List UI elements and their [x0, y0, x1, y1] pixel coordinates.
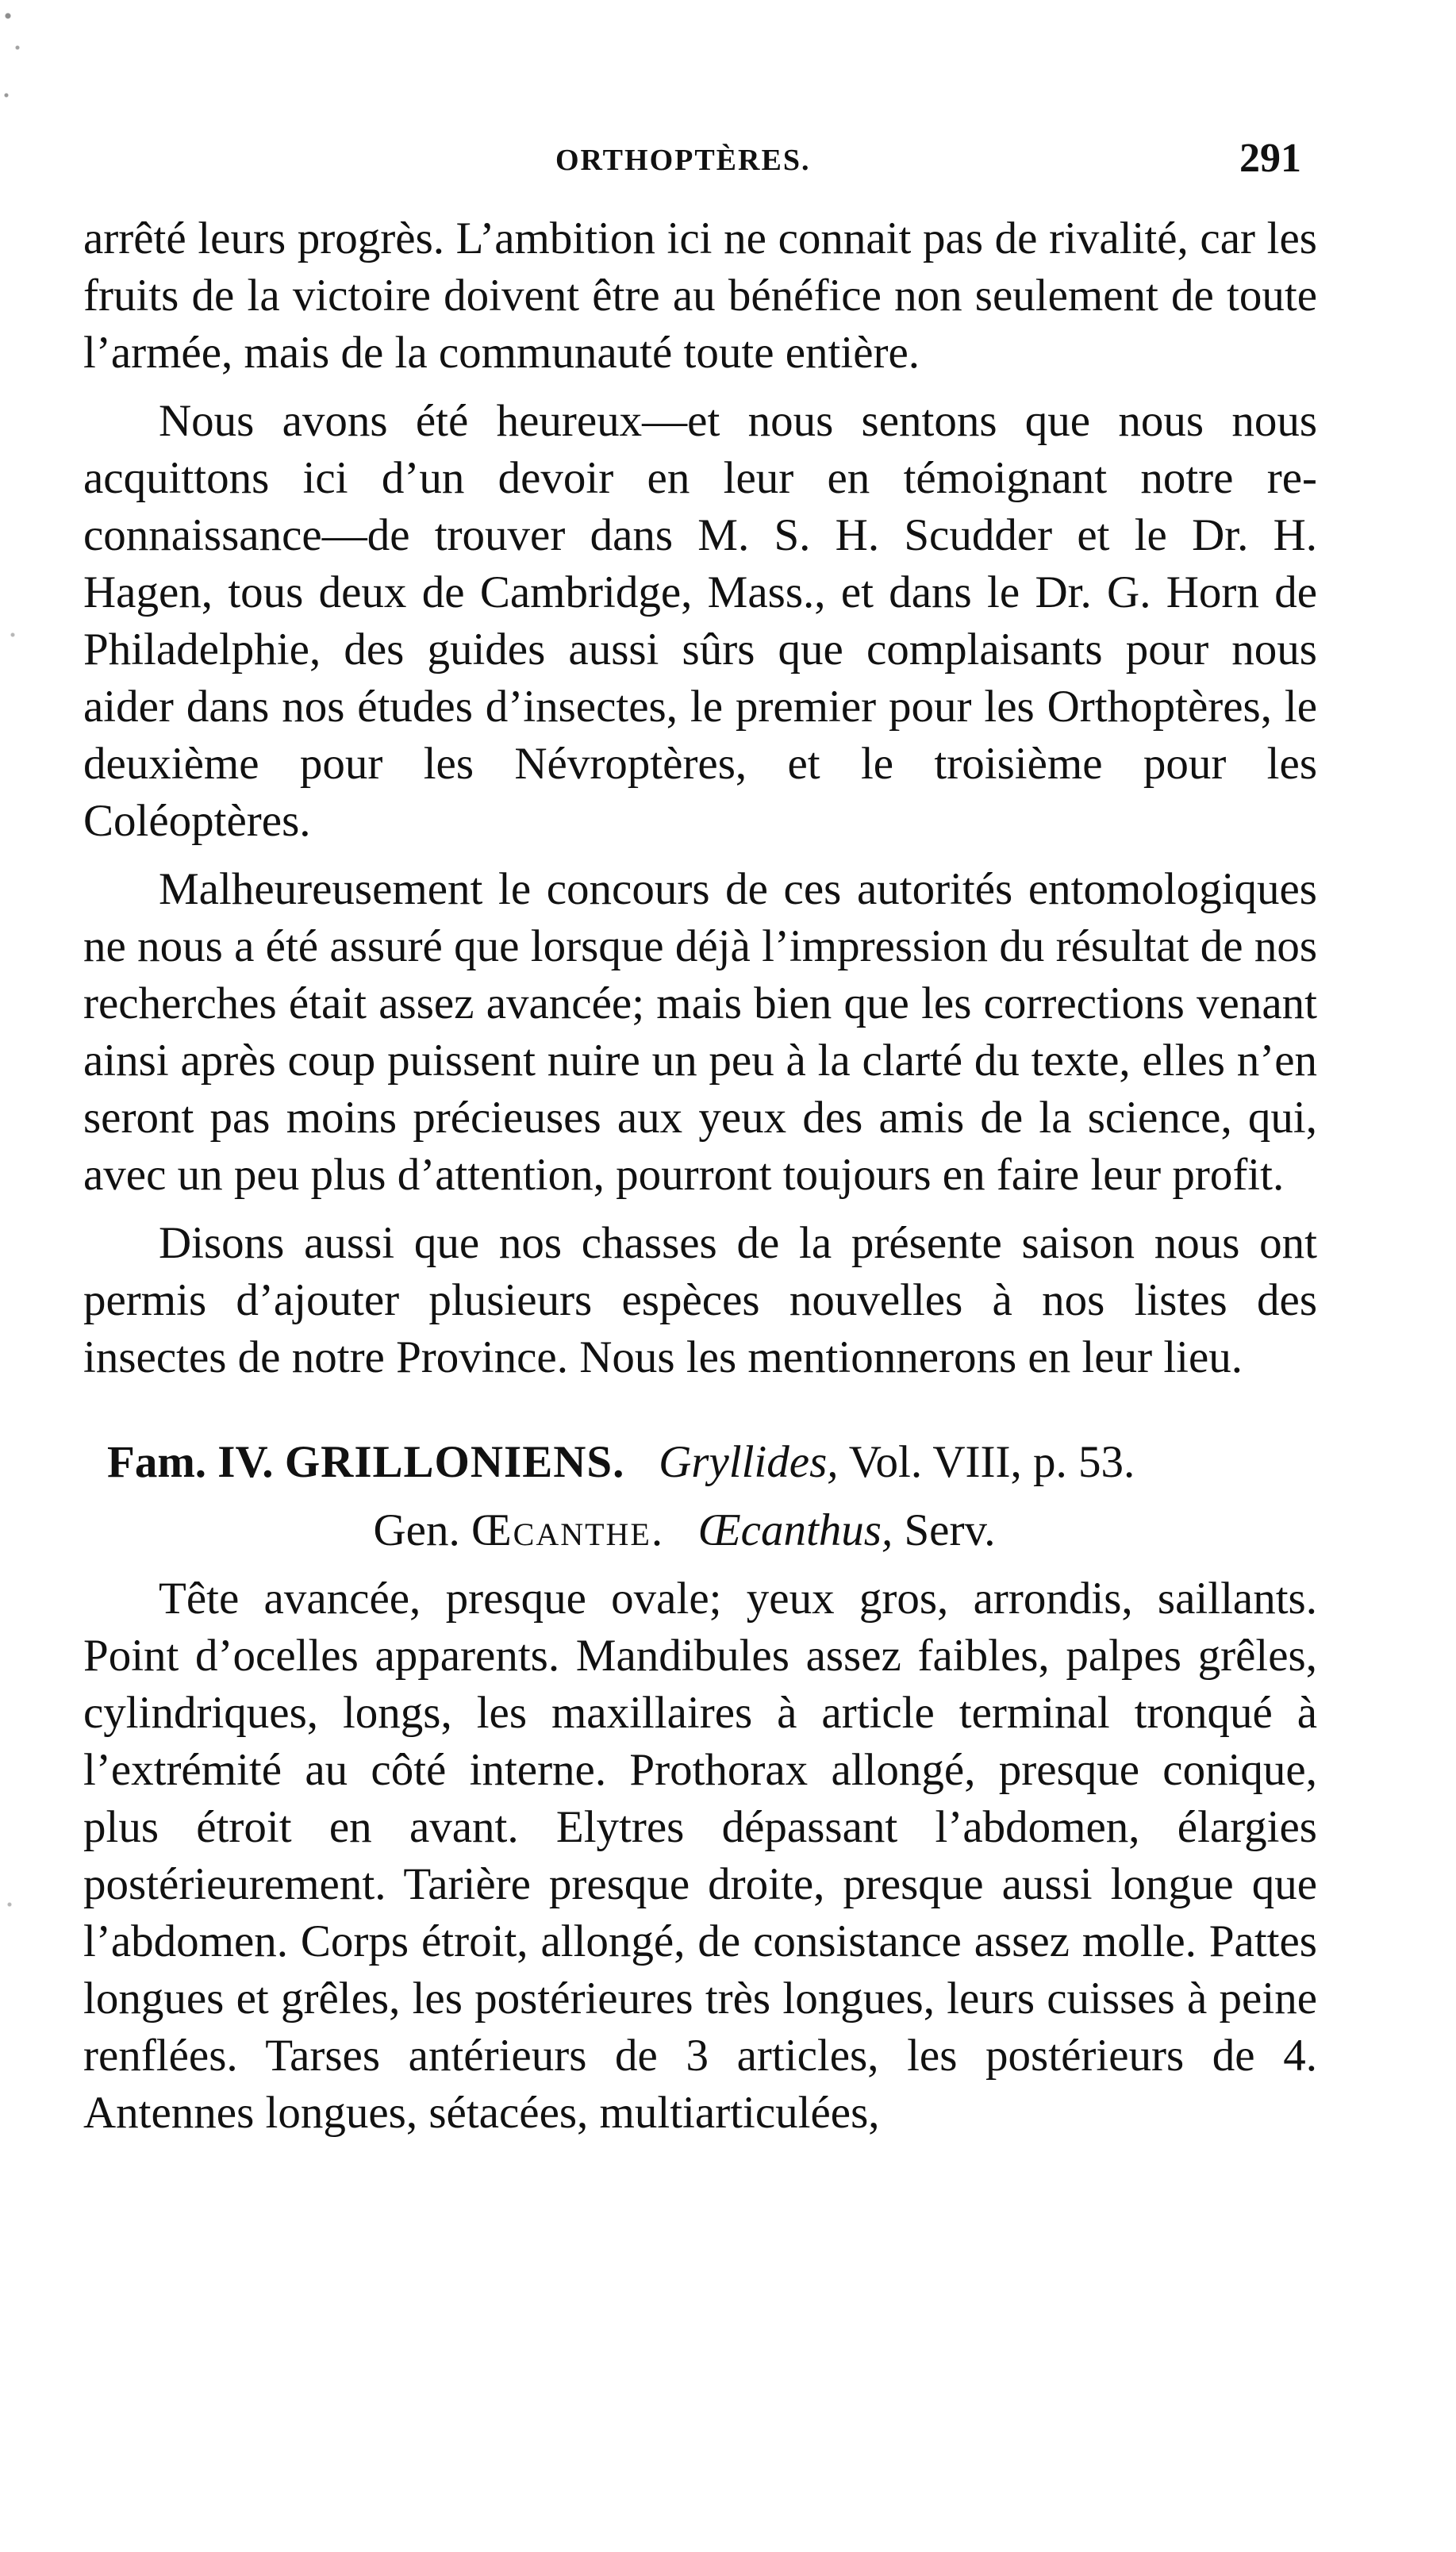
paragraph-gap: [83, 1204, 1317, 1215]
paragraph-gap: [83, 850, 1317, 861]
family-heading: [83, 1434, 1317, 1491]
genus-author: Serv.: [904, 1505, 996, 1555]
paragraph-continuation: arrêté leurs progrès. L’ambition ici ne connait pas de rivalité, car les fruits de la victoire doivent être au bénéfice non seulement de toute l’armée, mais de la communauté toute entière.: [83, 213, 1317, 378]
page-header: [555, 135, 1301, 183]
heading-gap: [83, 1559, 1317, 1570]
heading-gap: [83, 1491, 1317, 1502]
paragraph-corrections: Malheureusement le concours de ces autorités entomologiques ne nous a été assuré que lorsque déjà l’impression du résultat de nos recherches était assez avancée; mais bien que les corrections venant ainsi après coup puissent nuire un peu à la clarté du texte, elles n’en seront pas moins précieuses aux yeux des amis de la science, qui, avec un peu plus d’attention, pourront toujours en faire leur profit.: [83, 864, 1317, 1200]
family-reference: Vol. VIII, p. 53.: [848, 1437, 1135, 1487]
genus-name: Œcanthe.: [471, 1505, 665, 1555]
family-latin-name: Gryllides,: [659, 1437, 839, 1487]
genus-description: Tête avancée, presque ovale; yeux gros, arrondis, saillants. Point d’ocelles apparents. Mandibules assez faibles, palpes grêles, cylindriques, longs, les maxillaires à article terminal tronqué à l’extrémité au côté interne. Prothorax allongé, presque conique, plus étroit en avant. Elytres dépassant l’abdomen, élargies postérieurement. Tarière presque droite, presque aussi longue que l’abdomen. Corps étroit, allongé, de consistance assez molle. Pattes longues et grêles, les postérieures très longues, leurs cuisses à peine renflées. Tarses antérieurs de 3 articles, les postérieurs de 4. Antennes longues, sétacées, multiarticulées,: [83, 1574, 1317, 2138]
genus-label: Gen.: [373, 1505, 460, 1555]
paragraph-acknowledgement: Nous avons été heureux—et nous sentons que nous nous acquittons ici d’un devoir en leur en témoignant notre reconnaissance—de trouver dans M. S. H. Scudder et le Dr. H. Hagen, tous deux de Cambridge, Mass., et dans le Dr. G. Horn de Philadelphie, des guides aussi sûrs que complaisants pour nous aider dans nos études d’insectes, le premier pour les Orthoptères, le deuxième pour les Névroptères, et le troisième pour les Coléoptères.: [83, 396, 1317, 846]
section-gap: [83, 1386, 1317, 1434]
family-name: GRILLONIENS.: [284, 1437, 625, 1487]
paragraph-gap: [83, 382, 1317, 393]
genus-heading: [83, 1502, 1317, 1559]
paragraph-new-species: Disons aussi que nos chasses de la présente saison nous ont permis d’ajouter plusieurs espèces nouvelles à nos listes des insectes de notre Province. Nous les mentionnerons en leur lieu.: [83, 1218, 1317, 1382]
page-number: 291: [1239, 136, 1301, 181]
scan-edge-speckles: [0, 0, 48, 2552]
main-text: [83, 210, 1317, 2142]
running-head: ORTHOPTÈRES.: [555, 144, 811, 177]
family-label: Fam. IV.: [107, 1437, 274, 1487]
genus-latin-name: Œcanthus,: [697, 1505, 893, 1555]
